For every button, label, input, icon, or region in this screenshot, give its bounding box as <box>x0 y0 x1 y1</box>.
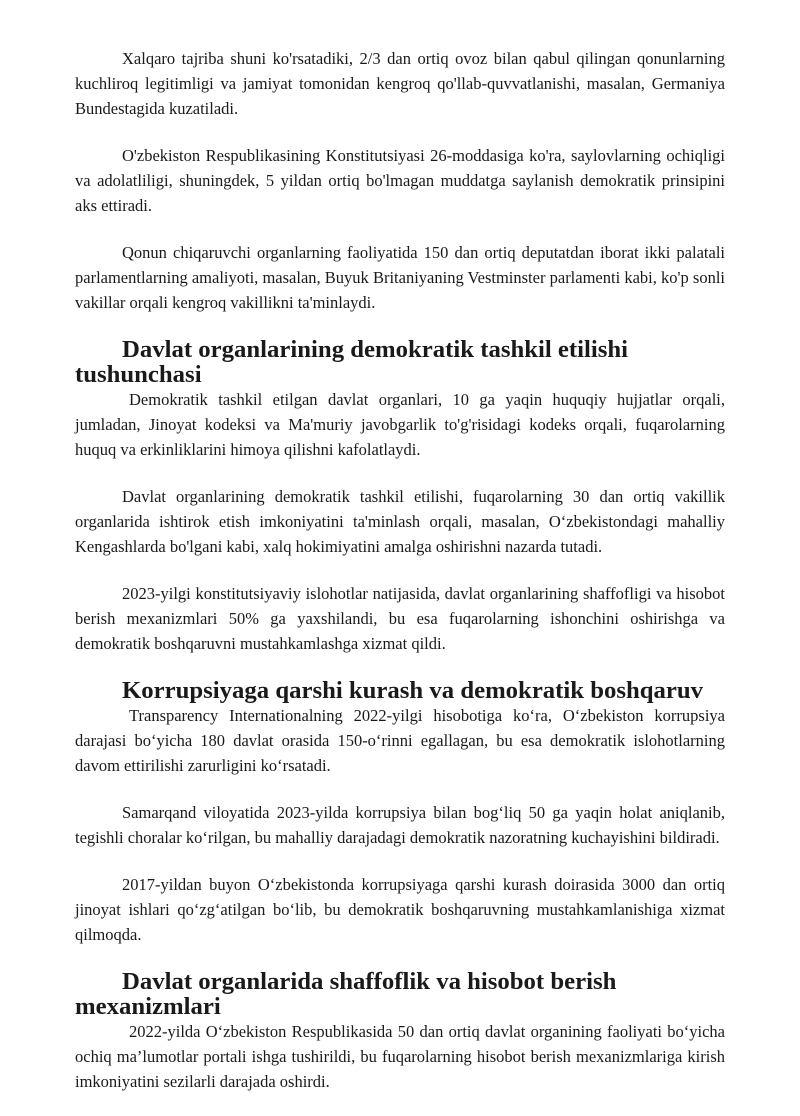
paragraph: Davlat organlarining demokratik tashkil etilishi, fuqarolarning 30 dan ortiq vakillik organlarida ishtirok etish imkoniyatini ta'minlash orqali, masalan, O‘zbekistondagi mahalliy Kengashlarda bo'lgani kabi, xalq hokimiyatini amalga oshirishni nazarda tutadi. <box>75 487 725 556</box>
paragraph: 2017-yildan buyon O‘zbekistonda korrupsiyaga qarshi kurash doirasida 3000 dan ortiq jinoyat ishlari qo‘zg‘atilgan bo‘lib, bu demokratik boshqaruvning mustahkamlanishiga xizmat qilmoqda. <box>75 875 725 944</box>
section-heading: Davlat organlarida shaffoflik va hisobot berish mexanizmlari <box>75 968 617 1020</box>
document-page <box>75 46 725 1116</box>
section-heading: Korrupsiyaga qarshi kurash va demokratik boshqaruv <box>122 677 704 704</box>
paragraph: Xalqaro tajriba shuni ko'rsatadiki, 2/3 dan ortiq ovoz bilan qabul qilingan qonunlarning kuchliroq legitimligi va jamiyat tomonidan kengroq qo'llab-quvvatlanishi, masalan, Germaniya Bundestagida kuzatiladi. <box>75 49 725 118</box>
paragraph: Qonun chiqaruvchi organlarning faoliyatida 150 dan ortiq deputatdan iborat ikki palatali parlamentlarning amaliyoti, masalan, Buyuk Britaniyaning Vestminster parlamenti kabi, ko'p sonli vakillar orqali kengroq vakillikni ta'minlaydi. <box>75 243 725 312</box>
paragraph: O'zbekiston Respublikasining Konstitutsiyasi 26-moddasiga ko'ra, saylovlarning ochiqligi va adolatliligi, shuningdek, 5 yildan ortiq bo'lmagan muddatga saylanish demokratik prinsipini aks ettiradi. <box>75 146 725 215</box>
paragraph: Demokratik tashkil etilgan davlat organlari, 10 ga yaqin huquqiy hujjatlar orqali, jumladan, Jinoyat kodeksi va Ma'muriy javobgarlik to'g'risidagi kodeks orqali, fuqarolarning huquq va erkinliklarini himoya qilishni kafolatlaydi. <box>75 390 725 459</box>
paragraph: 2023-yilgi konstitutsiyaviy islohotlar natijasida, davlat organlarining shaffofligi va hisobot berish mexanizmlari 50% ga yaxshilandi, bu esa fuqarolarning ishonchini oshirishga va demokratik boshqaruvni mustahkamlashga xizmat qildi. <box>75 584 725 653</box>
section-heading: Davlat organlarining demokratik tashkil etilishi tushunchasi <box>75 336 629 388</box>
paragraph: Transparency Internationalning 2022-yilgi hisobotiga ko‘ra, O‘zbekiston korrupsiya darajasi bo‘yicha 180 davlat orasida 150-o‘rinni egallagan, bu esa demokratik islohotlarning davom ettirilishi zarurligini ko‘rsatadi. <box>75 706 725 775</box>
paragraph: Samarqand viloyatida 2023-yilda korrupsiya bilan bog‘liq 50 ga yaqin holat aniqlanib, tegishli choralar ko‘rilgan, bu mahalliy darajadagi demokratik nazoratning kuchayishini bildiradi. <box>75 803 725 847</box>
paragraph: 2022-yilda O‘zbekiston Respublikasida 50 dan ortiq davlat organining faoliyati bo‘yicha ochiq ma’lumotlar portali ishga tushirildi, bu fuqarolarning hisobot berish mexanizmlariga kirish imkoniyatini sezilarli darajada oshirdi. <box>75 1022 725 1091</box>
